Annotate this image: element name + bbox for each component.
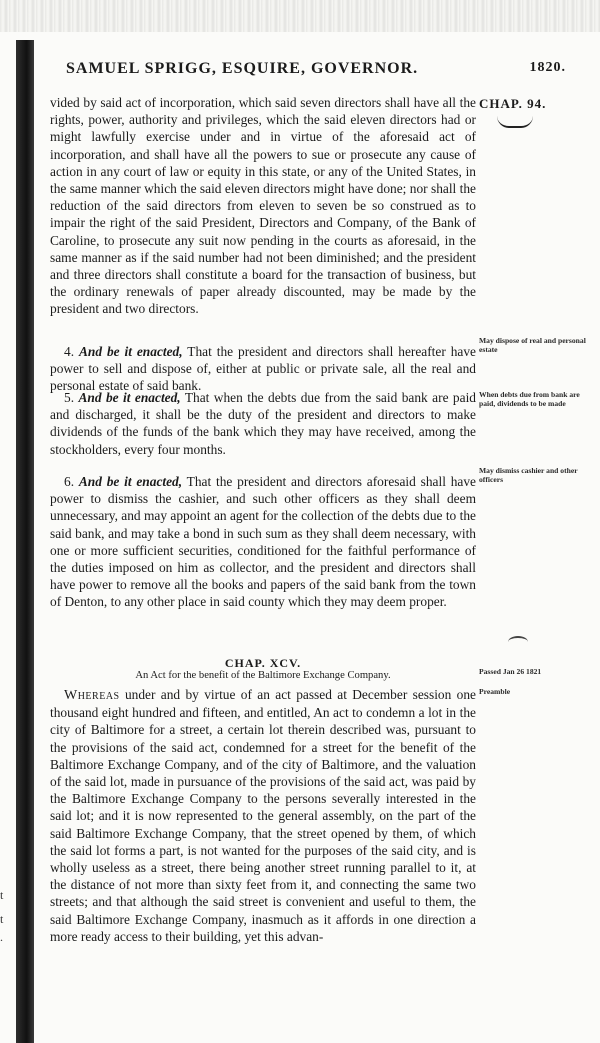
margin-note-preamble: Preamble (479, 687, 511, 696)
chapter-marker-label: CHAP. 94. (479, 96, 547, 111)
section-5-number: 5. (64, 390, 75, 405)
whereas-word: Whereas (64, 688, 120, 703)
brace-mark (497, 116, 533, 128)
scan-noise-band (0, 0, 600, 32)
margin-note-dismiss-cashier: May dismiss cashier and other officers (479, 466, 578, 484)
running-title: SAMUEL SPRIGG, ESQUIRE, GOVERNOR. (66, 60, 419, 77)
section-5-text: That when the debts due from the said bank are paid and discharged, it shall be the duty of the president and directors to make dividends of the funds of the bank which they may have received, among the stockholders, every four months. (50, 390, 476, 457)
chapter-marker (479, 96, 579, 128)
margin-note-dispose-estate: May dispose of real and personal estate (479, 336, 586, 354)
continued-paragraph: vided by said act of incorporation, which said seven directors shall have all the rights, power, authority and privileges, which the said eleven directors had or might lawfully exercise under and in virtue of the aforesaid act of incorporation, and shall have all the powers to sue or prosecute any cause of action in any court of law or equity in this state, or any of the United States, in the same manner which the said eleven directors might have done; nor shall the reduction of the said directors from eleven to seven be so construed as to impair the right of the said President, Directors and Company, of the Bank of Caroline, to prosecute any suit now pending in the courts as aforesaid, in the same manner as if the said number had not been diminished; and the president and three directors shall constitute a board for the transaction of business, but the ordinary renewals of paper already discounted, may be made by the president and two directors. (50, 95, 476, 317)
section-4-enacting-clause: And be it enacted, (78, 344, 183, 359)
act-title: An Act for the benefit of the Baltimore Exchange Company. (135, 670, 391, 681)
section-6-text: That the president and directors aforesaid shall have power to dismiss the cashier, and such other officers as they shall deem unnecessary, and may appoint an agent for the collection of the debts due to the said bank, and may take a bond in such sum as they shall deem necessary, with one or more sufficient securities, conditioned for the faithful performance of the duties imposed on him as collector, and the president and directors shall have power to remove all the books and papers of the said bank from the town of Denton, to any other place in said county which they may deem proper. (50, 474, 476, 610)
pen-mark (508, 636, 528, 648)
preamble-paragraph (50, 686, 476, 945)
margin-note-dividends: When debts due from bank are paid, dividends to be made (479, 390, 580, 408)
left-margin-fragment: t (0, 888, 4, 902)
section-6-enacting-clause: And be it enacted, (78, 474, 183, 489)
section-6 (50, 473, 476, 611)
section-6-number: 6. (64, 474, 75, 489)
chapter-heading: CHAP. XCV. (224, 656, 302, 670)
page-year: 1820. (529, 60, 566, 75)
left-margin-fragment: t (0, 912, 4, 926)
book-spine-shadow (16, 40, 34, 1043)
running-head (66, 60, 566, 82)
section-4 (50, 343, 476, 395)
margin-note-passed-date: Passed Jan 26 1821 (479, 667, 542, 676)
section-4-text: That the president and directors shall hereafter have power to sell and dispose of, either at public or private sale, all the real and personal estate of said bank. (50, 344, 477, 394)
section-5 (50, 389, 476, 458)
left-margin-fragment: . (0, 930, 3, 944)
section-4-number: 4. (64, 344, 75, 359)
preamble-text: under and by virtue of an act passed at December session one thousand eight hundred and fifteen, and entitled, An act to condemn a lot in the city of Baltimore for a street, a certain lot therein described was, pursuant to the provisions of the said act, condemned for a street for the benefit of the Baltimore Exchange Company, and of the city of Baltimore, and the valuation of the said lot, made in pursuance of the provisions of the said act, was paid by the Baltimore Exchange Company to the persons severally interested in the said lot; and it is now represented to the general assembly, on the part of the said Baltimore Exchange Company, that the street opened by them, of which the said lot forms a part, is not wanted for the purposes of the said city, and is wholly useless as a street, there being another street running parallel to it, at the distance of not more than sixty feet from it, and connecting the same two streets; and that although the said street is convenient and useful to them, the said Baltimore Exchange Company, inasmuch as it affords in one direction a more ready access to their building, yet this advan- (50, 687, 476, 944)
section-5-enacting-clause: And be it enacted, (78, 390, 181, 405)
